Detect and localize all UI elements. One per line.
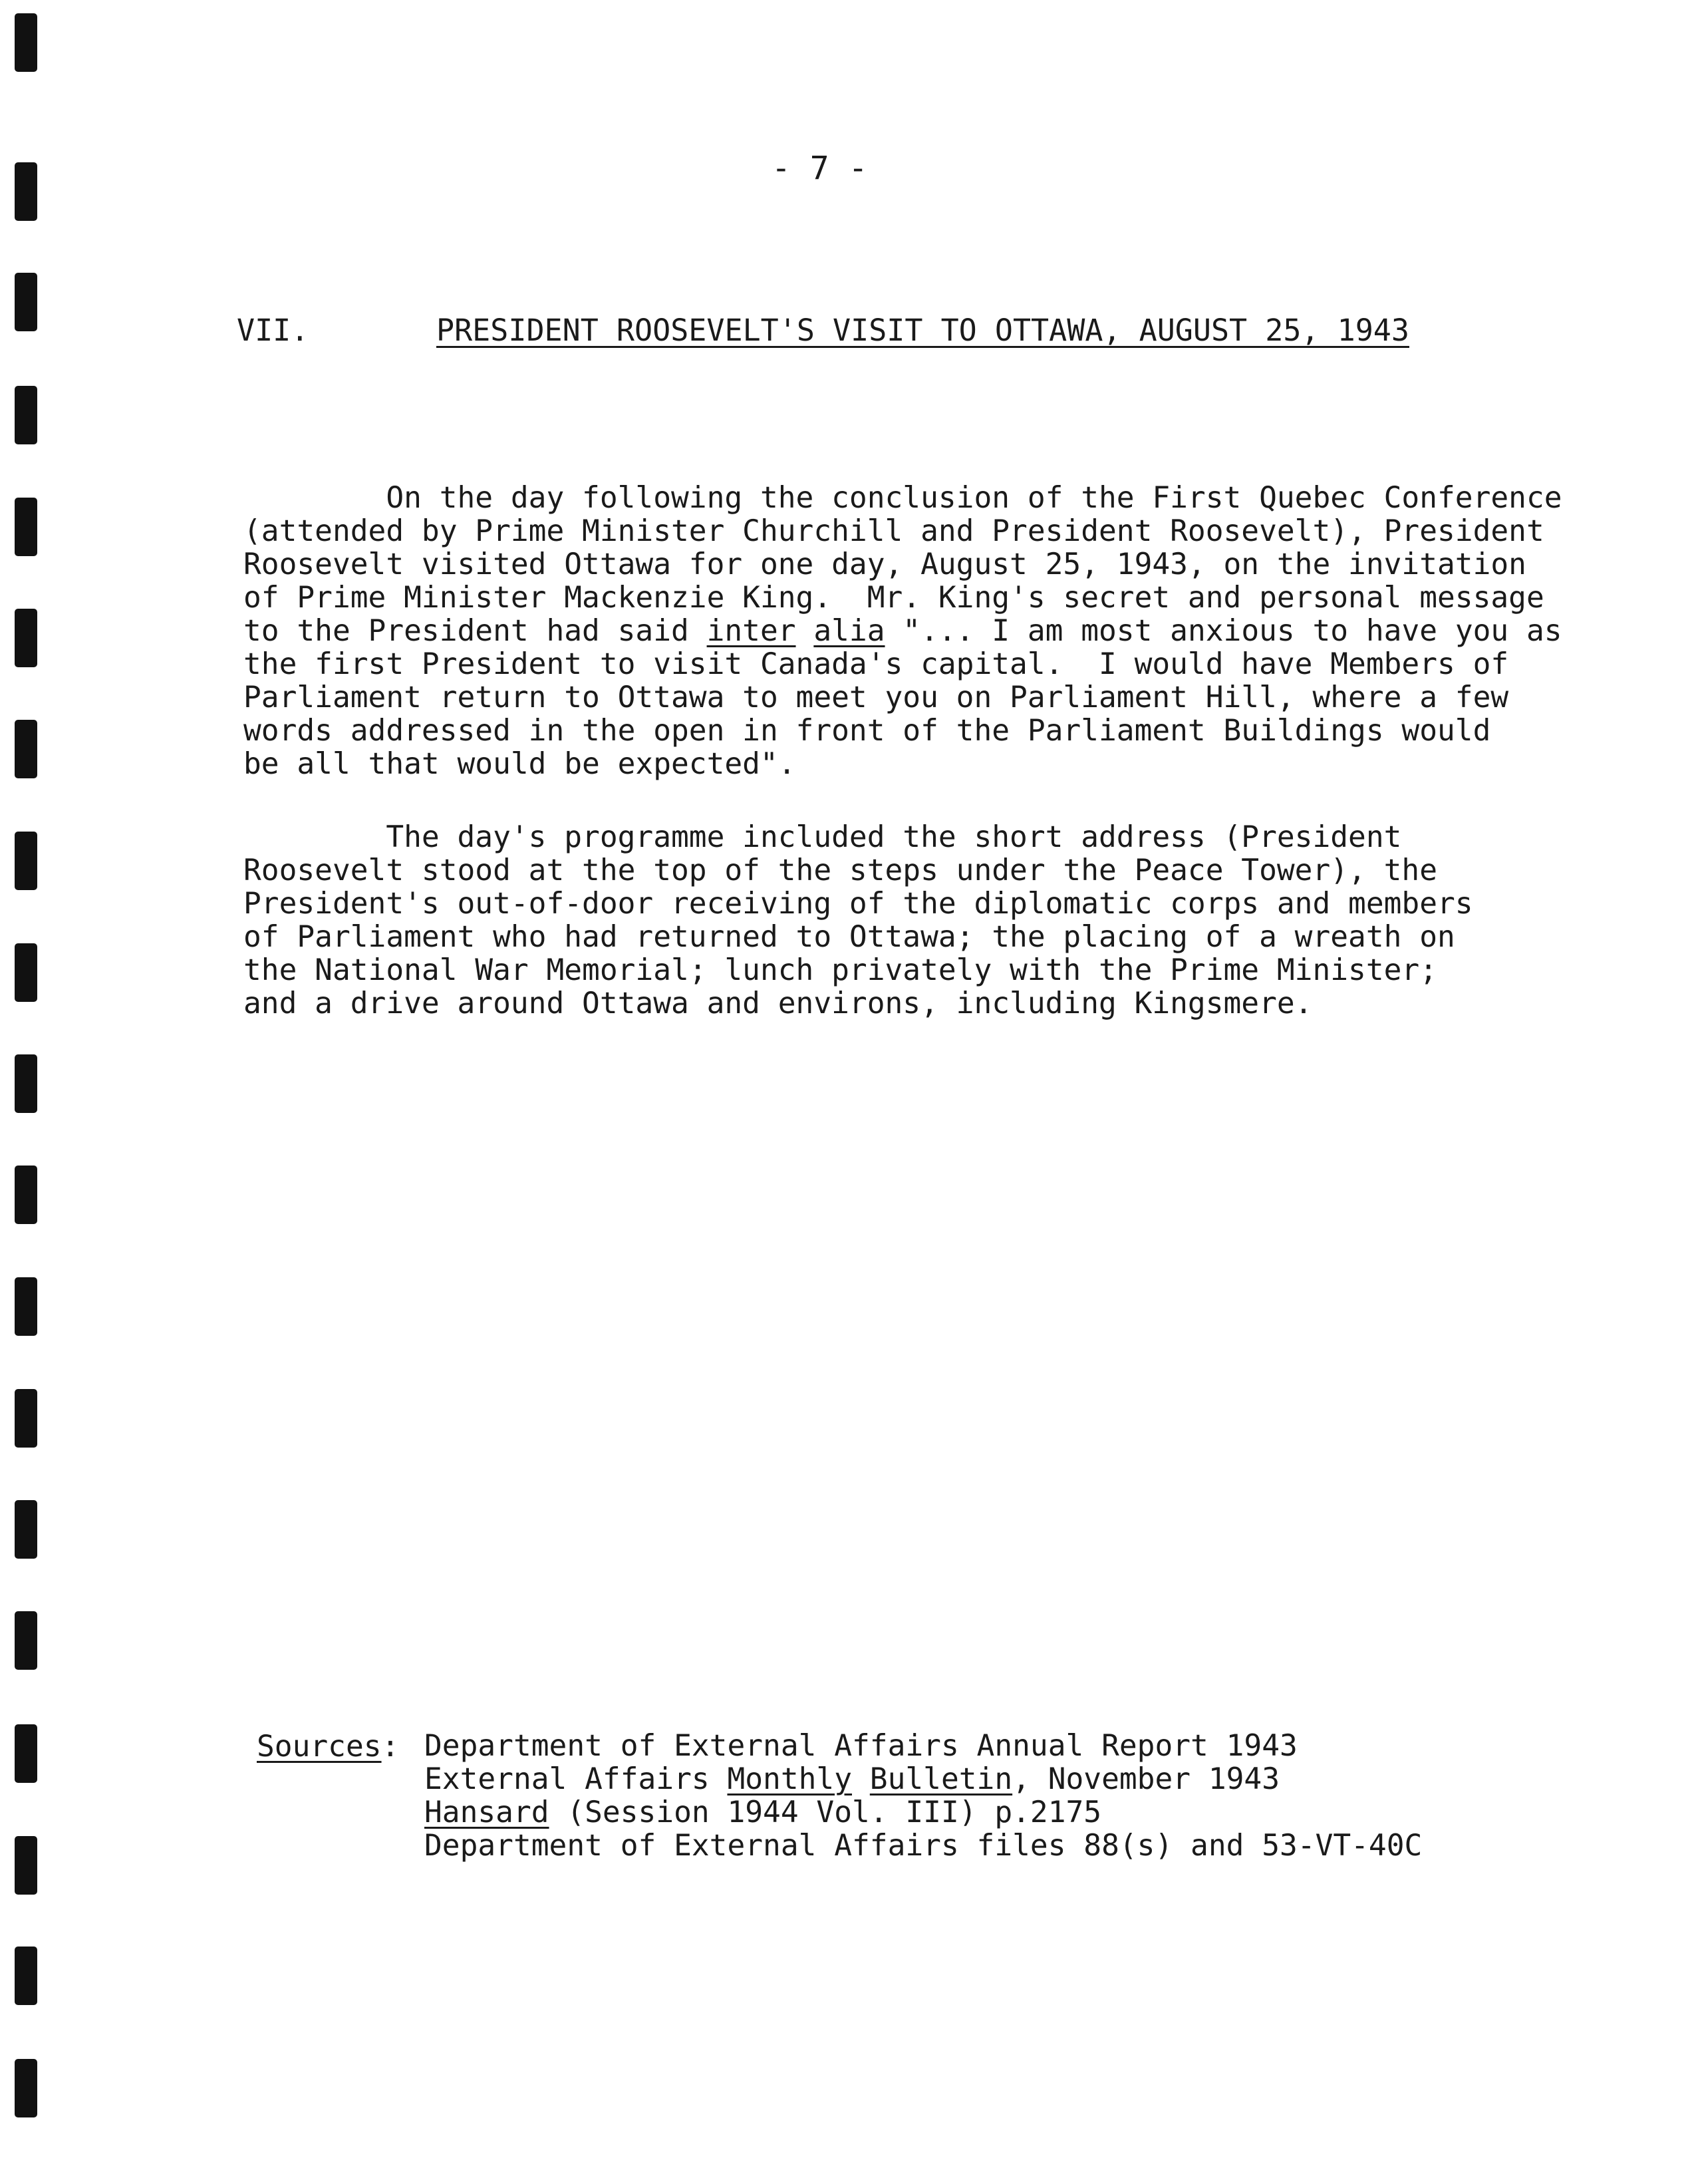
sources-list bbox=[424, 1730, 1422, 1863]
punch-hole bbox=[15, 720, 37, 778]
source-title-monthly: Monthly bbox=[727, 1762, 852, 1796]
punch-hole bbox=[15, 2059, 37, 2117]
punch-hole bbox=[15, 1611, 37, 1670]
paragraph-line: On the day following the conclusion of the First Quebec Conference bbox=[243, 481, 1562, 515]
paragraph-line: (attended by Prime Minister Churchill and President Roosevelt), President bbox=[243, 514, 1544, 548]
sources-label-text: Sources bbox=[257, 1730, 382, 1764]
punch-hole bbox=[15, 1054, 37, 1113]
paragraph-line: Parliament return to Ottawa to meet you on Parliament Hill, where a few bbox=[243, 681, 1509, 714]
source-text: , November 1943 bbox=[1012, 1762, 1280, 1796]
paragraph-line: the first President to visit Canada's capital. I would have Members of bbox=[243, 647, 1509, 681]
punch-hole bbox=[15, 1166, 37, 1224]
underlined-term-inter: inter bbox=[706, 614, 796, 648]
paragraph-line: Roosevelt stood at the top of the steps under the Peace Tower), the bbox=[243, 854, 1438, 887]
punch-hole-strip bbox=[15, 0, 41, 2184]
punch-hole bbox=[15, 162, 37, 221]
paragraph-text: "... I am most anxious to have you as bbox=[885, 614, 1562, 648]
source-item bbox=[424, 1829, 1422, 1863]
punch-hole bbox=[15, 1947, 37, 2005]
source-text bbox=[852, 1762, 870, 1796]
source-title-bulletin: Bulletin bbox=[869, 1762, 1013, 1796]
punch-hole bbox=[15, 1836, 37, 1895]
punch-hole bbox=[15, 13, 37, 72]
punch-hole bbox=[15, 609, 37, 667]
sources-label-colon: : bbox=[381, 1730, 400, 1764]
page-number: - 7 - bbox=[772, 150, 868, 187]
source-text: Department of External Affairs files 88(s) and 53-VT-40C bbox=[424, 1829, 1423, 1863]
source-text: Department of External Affairs Annual Report 1943 bbox=[424, 1729, 1298, 1763]
punch-hole bbox=[15, 832, 37, 890]
paragraph-line: and a drive around Ottawa and environs, including Kingsmere. bbox=[243, 987, 1313, 1020]
section-header bbox=[237, 313, 1409, 418]
punch-hole bbox=[15, 1389, 37, 1448]
source-item bbox=[424, 1763, 1422, 1796]
punch-hole bbox=[15, 943, 37, 1002]
sources-label bbox=[257, 1730, 399, 1764]
paragraph-2 bbox=[243, 821, 1520, 1020]
source-text: (Session 1944 Vol. III) p.2175 bbox=[549, 1795, 1102, 1829]
punch-hole bbox=[15, 386, 37, 444]
source-text: External Affairs bbox=[424, 1762, 728, 1796]
punch-hole bbox=[15, 1724, 37, 1783]
paragraph-line: the National War Memorial; lunch privately with the Prime Minister; bbox=[243, 953, 1438, 987]
paragraph-line: of Parliament who had returned to Ottawa; the placing of a wreath on bbox=[243, 920, 1455, 954]
paragraph-text bbox=[796, 614, 814, 648]
section-number: VII. bbox=[237, 313, 309, 348]
source-title-hansard: Hansard bbox=[424, 1795, 549, 1829]
underlined-term-alia: alia bbox=[813, 614, 885, 648]
paragraph-line: words addressed in the open in front of the Parliament Buildings would bbox=[243, 714, 1491, 748]
source-item bbox=[424, 1730, 1422, 1763]
section-title: PRESIDENT ROOSEVELT'S VISIT TO OTTAWA, AUGUST 25, 1943 bbox=[436, 313, 1409, 348]
paragraph-line: be all that would be expected". bbox=[243, 747, 796, 781]
punch-hole bbox=[15, 1277, 37, 1336]
paragraph-line: Roosevelt visited Ottawa for one day, August 25, 1943, on the invitation bbox=[243, 547, 1526, 581]
source-item bbox=[424, 1796, 1422, 1829]
punch-hole bbox=[15, 498, 37, 556]
paragraph-line: to the President had said bbox=[243, 614, 707, 648]
paragraph-1 bbox=[243, 481, 1562, 781]
punch-hole bbox=[15, 1500, 37, 1559]
punch-hole bbox=[15, 273, 37, 331]
paragraph-line: President's out-of-door receiving of the diplomatic corps and members bbox=[243, 887, 1473, 921]
paragraph-line: The day's programme included the short address (President bbox=[243, 820, 1402, 854]
paragraph-line: of Prime Minister Mackenzie King. Mr. King's secret and personal message bbox=[243, 581, 1544, 615]
